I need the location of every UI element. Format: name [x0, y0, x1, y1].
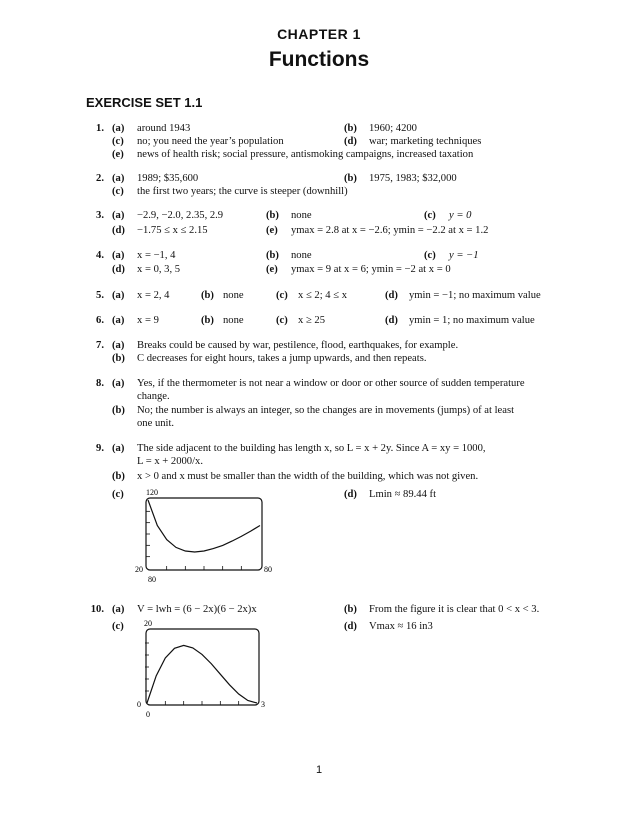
part-label: (a) — [112, 443, 125, 454]
y-min-tick-label: 80 — [148, 575, 156, 584]
part-label: (d) — [385, 315, 398, 326]
part-label: (e) — [266, 225, 278, 236]
part-label: (a) — [112, 315, 125, 326]
problem-number: 1. — [96, 123, 104, 134]
part-label: (c) — [276, 290, 288, 301]
part-label: (b) — [112, 353, 125, 364]
answer-8b-line2: one unit. — [137, 418, 175, 429]
answer-9d: Lmin ≈ 89.44 ft — [369, 489, 437, 500]
part-label: (b) — [112, 471, 125, 482]
answer-9b: x > 0 and x must be smaller than the width of the building, which was not given. — [137, 471, 479, 482]
problem-number: 9. — [96, 443, 104, 454]
problem-number: 7. — [96, 340, 104, 351]
axis-ticks — [145, 643, 239, 705]
answer-10d: Vmax ≈ 16 in3 — [369, 621, 433, 632]
part-label: (b) — [201, 315, 214, 326]
answer-4a: x = −1, 4 — [137, 250, 176, 261]
part-label: (b) — [344, 604, 357, 615]
answer-2c: the first two years; the curve is steeper (downhill) — [137, 186, 348, 197]
part-label: (e) — [266, 264, 278, 275]
answer-2b: 1975, 1983; $32,000 — [369, 173, 457, 184]
x-min-tick-label: 20 — [135, 565, 143, 574]
answer-1e: news of health risk; social pressure, antismoking campaigns, increased taxation — [137, 149, 474, 160]
part-label: (b) — [266, 250, 279, 261]
graph-9c — [130, 488, 280, 586]
chapter-title: Functions — [268, 48, 370, 71]
page-number: 1 — [315, 764, 323, 776]
part-label: (c) — [112, 186, 124, 197]
answer-5a: x = 2, 4 — [137, 290, 170, 301]
part-label: (b) — [266, 210, 279, 221]
answer-4c: y = −1 — [449, 250, 479, 261]
part-label: (d) — [385, 290, 398, 301]
part-label: (c) — [112, 136, 124, 147]
answer-10b: From the figure it is clear that 0 < x < 3. — [369, 604, 540, 615]
part-label: (d) — [344, 621, 357, 632]
answer-9a-line1: The side adjacent to the building has length x, so L = x + 2y. Since A = xy = 1000, — [137, 443, 486, 454]
answer-1b: 1960; 4200 — [369, 123, 417, 134]
chapter-label: CHAPTER 1 — [277, 26, 361, 42]
part-label: (b) — [344, 173, 357, 184]
answer-6b: none — [223, 315, 244, 326]
answer-10a: V = lwh = (6 − 2x)(6 − 2x)x — [137, 604, 257, 615]
answer-4d: x = 0, 3, 5 — [137, 264, 181, 275]
answer-1c: no; you need the year’s population — [137, 136, 284, 147]
axis-ticks — [146, 511, 241, 570]
answer-6d: ymin = 1; no maximum value — [409, 315, 535, 326]
y-max-tick-label: 120 — [146, 488, 158, 497]
answer-7a: Breaks could be caused by war, pestilence, flood, earthquakes, for example. — [137, 340, 459, 351]
curve-L — [148, 500, 260, 552]
part-label: (a) — [112, 604, 125, 615]
answer-8a-line1: Yes, if the thermometer is not near a window or door or other source of sudden temperature — [137, 378, 525, 389]
part-label: (b) — [344, 123, 357, 134]
problem-number: 5. — [96, 290, 104, 301]
answer-5b: none — [223, 290, 244, 301]
answer-7b: C decreases for eight hours, takes a jump upwards, and then repeats. — [137, 353, 427, 364]
exercise-set-title: EXERCISE SET 1.1 — [86, 95, 203, 110]
part-label: (c) — [112, 621, 124, 632]
part-label: (c) — [424, 210, 436, 221]
y-min-tick-label: 0 — [146, 710, 150, 719]
problem-number: 3. — [96, 210, 104, 221]
answer-3e: ymax = 2.8 at x = −2.6; ymin = −2.2 at x = 1.2 — [291, 225, 489, 236]
answer-5c: x ≤ 2; 4 ≤ x — [298, 290, 348, 301]
answer-3a: −2.9, −2.0, 2.35, 2.9 — [137, 210, 224, 221]
part-label: (c) — [424, 250, 436, 261]
answer-5d: ymin = −1; no maximum value — [409, 290, 541, 301]
answer-8a-line2: change. — [137, 391, 170, 402]
part-label: (a) — [112, 123, 125, 134]
part-label: (c) — [112, 489, 124, 500]
problem-number: 6. — [96, 315, 104, 326]
part-label: (e) — [112, 149, 124, 160]
part-label: (d) — [112, 264, 125, 275]
answer-4b: none — [291, 250, 312, 261]
part-label: (a) — [112, 173, 125, 184]
part-label: (b) — [112, 405, 125, 416]
answer-1d: war; marketing techniques — [369, 136, 482, 147]
part-label: (d) — [344, 489, 357, 500]
part-label: (a) — [112, 250, 125, 261]
part-label: (a) — [112, 378, 125, 389]
part-label: (c) — [276, 315, 288, 326]
answer-3d: −1.75 ≤ x ≤ 2.15 — [137, 225, 208, 236]
x-min-tick-label: 0 — [137, 700, 141, 709]
graph-frame — [146, 629, 259, 705]
part-label: (d) — [112, 225, 125, 236]
answer-1a: around 1943 — [137, 123, 191, 134]
part-label: (b) — [201, 290, 214, 301]
answer-8b-line1: No; the number is always an integer, so the changes are in movements (jumps) of at least — [137, 405, 515, 416]
problem-number: 2. — [96, 173, 104, 184]
answer-4e: ymax = 9 at x = 6; ymin = −2 at x = 0 — [291, 264, 451, 275]
part-label: (a) — [112, 210, 125, 221]
answer-2a: 1989; $35,600 — [137, 173, 199, 184]
part-label: (d) — [344, 136, 357, 147]
x-max-tick-label: 3 — [261, 700, 265, 709]
part-label: (a) — [112, 340, 125, 351]
curve-V — [147, 645, 257, 703]
graph-10c — [130, 617, 280, 721]
y-max-tick-label: 20 — [144, 619, 152, 628]
answer-6c: x ≥ 25 — [298, 315, 326, 326]
part-label: (a) — [112, 290, 125, 301]
answer-9a-line2: L = x + 2000/x. — [137, 456, 203, 467]
x-max-tick-label: 80 — [264, 565, 272, 574]
problem-number: 10. — [90, 604, 104, 615]
answer-6a: x = 9 — [137, 315, 159, 326]
answer-3b: none — [291, 210, 312, 221]
problem-number: 4. — [96, 250, 104, 261]
problem-number: 8. — [96, 378, 104, 389]
answer-3c: y = 0 — [449, 210, 472, 221]
